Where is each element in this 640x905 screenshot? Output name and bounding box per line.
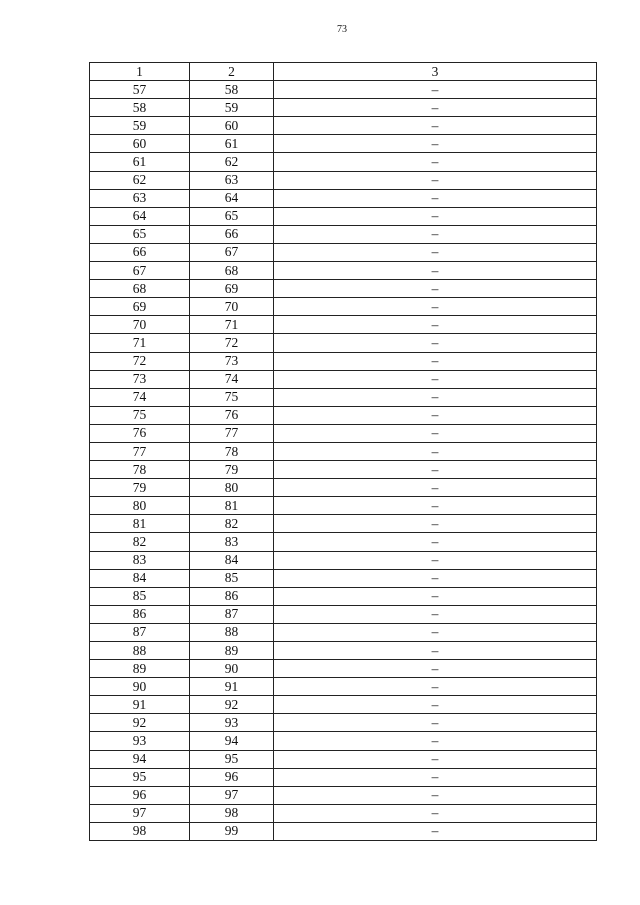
table-row	[90, 623, 597, 641]
table-row	[90, 605, 597, 623]
table-cell-col2: 64	[190, 189, 274, 207]
table-cell-col1: 69	[90, 298, 190, 316]
table-cell-col1: 91	[90, 696, 190, 714]
table-cell-col3: –	[274, 280, 597, 298]
table-cell-col3: –	[274, 171, 597, 189]
table-cell-col2: 83	[190, 533, 274, 551]
table-cell-col2: 66	[190, 225, 274, 243]
table-cell-col2: 72	[190, 334, 274, 352]
table-row	[90, 442, 597, 460]
table-row	[90, 370, 597, 388]
table-cell-col3: –	[274, 442, 597, 460]
table-cell-col3: –	[274, 678, 597, 696]
table-cell-col1: 95	[90, 768, 190, 786]
table-row	[90, 822, 597, 840]
table-cell-col2: 87	[190, 605, 274, 623]
table-cell-col2: 88	[190, 623, 274, 641]
table-cell-col2: 74	[190, 370, 274, 388]
table-cell-col3: –	[274, 424, 597, 442]
data-table	[89, 62, 597, 841]
table-cell-col1: 73	[90, 370, 190, 388]
table-cell-col3: –	[274, 406, 597, 424]
table-row	[90, 424, 597, 442]
table-cell-col1: 94	[90, 750, 190, 768]
table-cell-col2: 91	[190, 678, 274, 696]
table-cell-col2: 71	[190, 316, 274, 334]
table-cell-col3: –	[274, 732, 597, 750]
table-cell-col3: –	[274, 533, 597, 551]
table-cell-col2: 67	[190, 243, 274, 261]
table-cell-col1: 86	[90, 605, 190, 623]
table-cell-col1: 89	[90, 660, 190, 678]
table-row	[90, 262, 597, 280]
table-row	[90, 334, 597, 352]
table-row	[90, 804, 597, 822]
table-cell-col1: 57	[90, 81, 190, 99]
table-row	[90, 660, 597, 678]
table-cell-col2: 61	[190, 135, 274, 153]
table-cell-col2: 77	[190, 424, 274, 442]
table-row	[90, 750, 597, 768]
table-cell-col3: –	[274, 135, 597, 153]
table-cell-col1: 67	[90, 262, 190, 280]
table-cell-col2: 69	[190, 280, 274, 298]
column-header-2: 2	[190, 63, 274, 81]
table-row	[90, 461, 597, 479]
table-cell-col3: –	[274, 117, 597, 135]
table-cell-col2: 98	[190, 804, 274, 822]
table-body	[90, 81, 597, 841]
table-cell-col1: 76	[90, 424, 190, 442]
table-row	[90, 533, 597, 551]
table-cell-col3: –	[274, 388, 597, 406]
table-cell-col2: 94	[190, 732, 274, 750]
table-cell-col1: 87	[90, 623, 190, 641]
table-cell-col3: –	[274, 605, 597, 623]
table-row	[90, 207, 597, 225]
table-row	[90, 225, 597, 243]
table-row	[90, 642, 597, 660]
table-cell-col1: 85	[90, 587, 190, 605]
table-cell-col3: –	[274, 587, 597, 605]
table-cell-col2: 90	[190, 660, 274, 678]
table-cell-col1: 62	[90, 171, 190, 189]
table-cell-col3: –	[274, 370, 597, 388]
table-cell-col1: 96	[90, 786, 190, 804]
table-row	[90, 696, 597, 714]
table-cell-col3: –	[274, 352, 597, 370]
table-row	[90, 117, 597, 135]
table-cell-col1: 74	[90, 388, 190, 406]
table-cell-col1: 80	[90, 497, 190, 515]
table-cell-col2: 84	[190, 551, 274, 569]
table-row	[90, 786, 597, 804]
table-cell-col1: 72	[90, 352, 190, 370]
table-cell-col3: –	[274, 316, 597, 334]
table-cell-col2: 82	[190, 515, 274, 533]
table-header-row	[90, 63, 597, 81]
table-cell-col1: 93	[90, 732, 190, 750]
table-cell-col3: –	[274, 461, 597, 479]
table-cell-col1: 84	[90, 569, 190, 587]
table-cell-col2: 58	[190, 81, 274, 99]
table-cell-col1: 60	[90, 135, 190, 153]
table-cell-col1: 59	[90, 117, 190, 135]
table-cell-col2: 93	[190, 714, 274, 732]
table-row	[90, 406, 597, 424]
table-cell-col2: 95	[190, 750, 274, 768]
table-cell-col3: –	[274, 804, 597, 822]
table-cell-col1: 63	[90, 189, 190, 207]
table-cell-col2: 70	[190, 298, 274, 316]
table-cell-col2: 78	[190, 442, 274, 460]
table-cell-col1: 58	[90, 99, 190, 117]
table-cell-col2: 86	[190, 587, 274, 605]
table-cell-col2: 62	[190, 153, 274, 171]
table-cell-col3: –	[274, 497, 597, 515]
column-header-3: 3	[274, 63, 597, 81]
table-cell-col3: –	[274, 189, 597, 207]
table-cell-col1: 75	[90, 406, 190, 424]
table-row	[90, 515, 597, 533]
table-cell-col3: –	[274, 714, 597, 732]
table-row	[90, 171, 597, 189]
table-cell-col2: 73	[190, 352, 274, 370]
table-cell-col2: 80	[190, 479, 274, 497]
table-cell-col3: –	[274, 569, 597, 587]
table-row	[90, 81, 597, 99]
table-cell-col2: 99	[190, 822, 274, 840]
table-cell-col3: –	[274, 334, 597, 352]
table-row	[90, 298, 597, 316]
table-cell-col1: 64	[90, 207, 190, 225]
table-cell-col2: 81	[190, 497, 274, 515]
table-cell-col1: 77	[90, 442, 190, 460]
table-row	[90, 135, 597, 153]
table-cell-col2: 85	[190, 569, 274, 587]
table-cell-col1: 66	[90, 243, 190, 261]
table-cell-col1: 97	[90, 804, 190, 822]
table-cell-col3: –	[274, 207, 597, 225]
table-row	[90, 352, 597, 370]
table-cell-col2: 96	[190, 768, 274, 786]
table-row	[90, 153, 597, 171]
table-cell-col1: 98	[90, 822, 190, 840]
table-cell-col3: –	[274, 822, 597, 840]
table-cell-col1: 71	[90, 334, 190, 352]
table-cell-col3: –	[274, 642, 597, 660]
table-row	[90, 768, 597, 786]
page-number: 73	[337, 24, 347, 35]
table-row	[90, 587, 597, 605]
table-cell-col2: 89	[190, 642, 274, 660]
table-cell-col1: 88	[90, 642, 190, 660]
table-cell-col2: 75	[190, 388, 274, 406]
table-cell-col1: 90	[90, 678, 190, 696]
table-cell-col3: –	[274, 225, 597, 243]
table-cell-col2: 92	[190, 696, 274, 714]
table-cell-col2: 65	[190, 207, 274, 225]
table-cell-col1: 83	[90, 551, 190, 569]
table-cell-col2: 79	[190, 461, 274, 479]
table-cell-col1: 92	[90, 714, 190, 732]
table-row	[90, 243, 597, 261]
table-row	[90, 280, 597, 298]
table-cell-col2: 59	[190, 99, 274, 117]
table-row	[90, 569, 597, 587]
table-cell-col1: 79	[90, 479, 190, 497]
table-row	[90, 678, 597, 696]
table-cell-col3: –	[274, 750, 597, 768]
table-cell-col3: –	[274, 786, 597, 804]
table-cell-col2: 63	[190, 171, 274, 189]
table-row	[90, 497, 597, 515]
table-row	[90, 714, 597, 732]
table-cell-col1: 70	[90, 316, 190, 334]
table-row	[90, 316, 597, 334]
table-row	[90, 189, 597, 207]
table-cell-col3: –	[274, 623, 597, 641]
table-row	[90, 732, 597, 750]
table-cell-col3: –	[274, 262, 597, 280]
table-cell-col3: –	[274, 479, 597, 497]
table-cell-col2: 97	[190, 786, 274, 804]
table-cell-col1: 81	[90, 515, 190, 533]
table-cell-col3: –	[274, 99, 597, 117]
table-cell-col3: –	[274, 551, 597, 569]
table-row	[90, 99, 597, 117]
table-cell-col3: –	[274, 298, 597, 316]
table-cell-col3: –	[274, 515, 597, 533]
table-cell-col2: 68	[190, 262, 274, 280]
table-row	[90, 551, 597, 569]
column-header-1: 1	[90, 63, 190, 81]
table-row	[90, 388, 597, 406]
table-row	[90, 479, 597, 497]
table-cell-col1: 65	[90, 225, 190, 243]
table-cell-col3: –	[274, 243, 597, 261]
table-cell-col1: 78	[90, 461, 190, 479]
table-cell-col1: 61	[90, 153, 190, 171]
table-cell-col2: 76	[190, 406, 274, 424]
table-cell-col1: 82	[90, 533, 190, 551]
table-cell-col3: –	[274, 768, 597, 786]
table-cell-col2: 60	[190, 117, 274, 135]
table-cell-col3: –	[274, 81, 597, 99]
table-cell-col3: –	[274, 696, 597, 714]
table-cell-col3: –	[274, 153, 597, 171]
table-cell-col3: –	[274, 660, 597, 678]
table-cell-col1: 68	[90, 280, 190, 298]
